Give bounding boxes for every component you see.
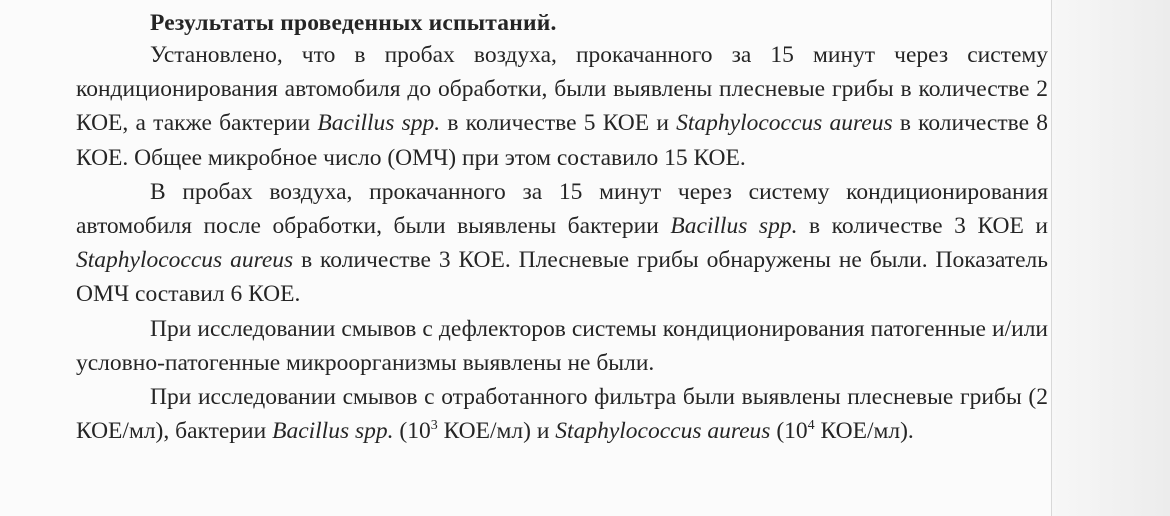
paragraph-filter xyxy=(76,380,1048,448)
paragraph-text: КОЕ/мл). xyxy=(814,418,914,445)
paragraph-text: КОЕ/мл) и xyxy=(437,418,556,445)
section-heading: Результаты проведенных испытаний. xyxy=(150,10,557,36)
exponent: 4 xyxy=(807,418,815,434)
species-name: Staphylococcus aureus xyxy=(76,247,294,274)
paragraph-text: в количестве 5 КОЕ и xyxy=(440,110,677,137)
paragraph-text: При исследовании смывов с отработанного фильтра были выявлены плесневые грибы (2 КОЕ/мл), бактерии xyxy=(76,384,1048,445)
document-body xyxy=(76,10,1048,448)
paragraph-text: в количестве 3 КОЕ и xyxy=(797,213,1048,240)
paragraph-text: Установлено, что в пробах воздуха, прокачанного за 15 минут через систему кондиционирования автомобиля до обработки, были выявлены плесневые грибы в количестве 2 КОЕ, а также бактерии xyxy=(76,42,1048,137)
species-name: Bacillus spp. xyxy=(317,110,441,137)
paragraph-deflectors: При исследовании смывов с дефлекторов системы кондиционирования патогенные и/или условно-патогенные микроорганизмы выявлены не были. xyxy=(76,315,1048,376)
paragraph-text: (10 xyxy=(393,418,431,445)
paragraph-text: (10 xyxy=(770,418,808,445)
exponent: 3 xyxy=(430,418,438,434)
paragraph-text: в количестве 3 КОЕ. Плесневые грибы обнаружены не были. Показатель ОМЧ составил 6 КОЕ. xyxy=(76,247,1048,308)
paragraph-after-treatment xyxy=(76,175,1048,312)
paragraph-text: В пробах воздуха, прокачанного за 15 минут через систему кондиционирования автомобиля после обработки, были выявлены бактерии xyxy=(76,178,1048,240)
species-name: Bacillus spp. xyxy=(670,213,798,240)
paragraph-before-treatment xyxy=(76,38,1048,175)
paragraph-text: в количестве 8 КОЕ. Общее микробное число (ОМЧ) при этом составило 15 КОЕ. xyxy=(76,110,1048,171)
species-name: Staphylococcus aureus xyxy=(555,418,771,445)
species-name: Staphylococcus aureus xyxy=(676,110,893,137)
species-name: Bacillus spp. xyxy=(272,418,394,445)
page-edge-margin xyxy=(1051,0,1170,516)
